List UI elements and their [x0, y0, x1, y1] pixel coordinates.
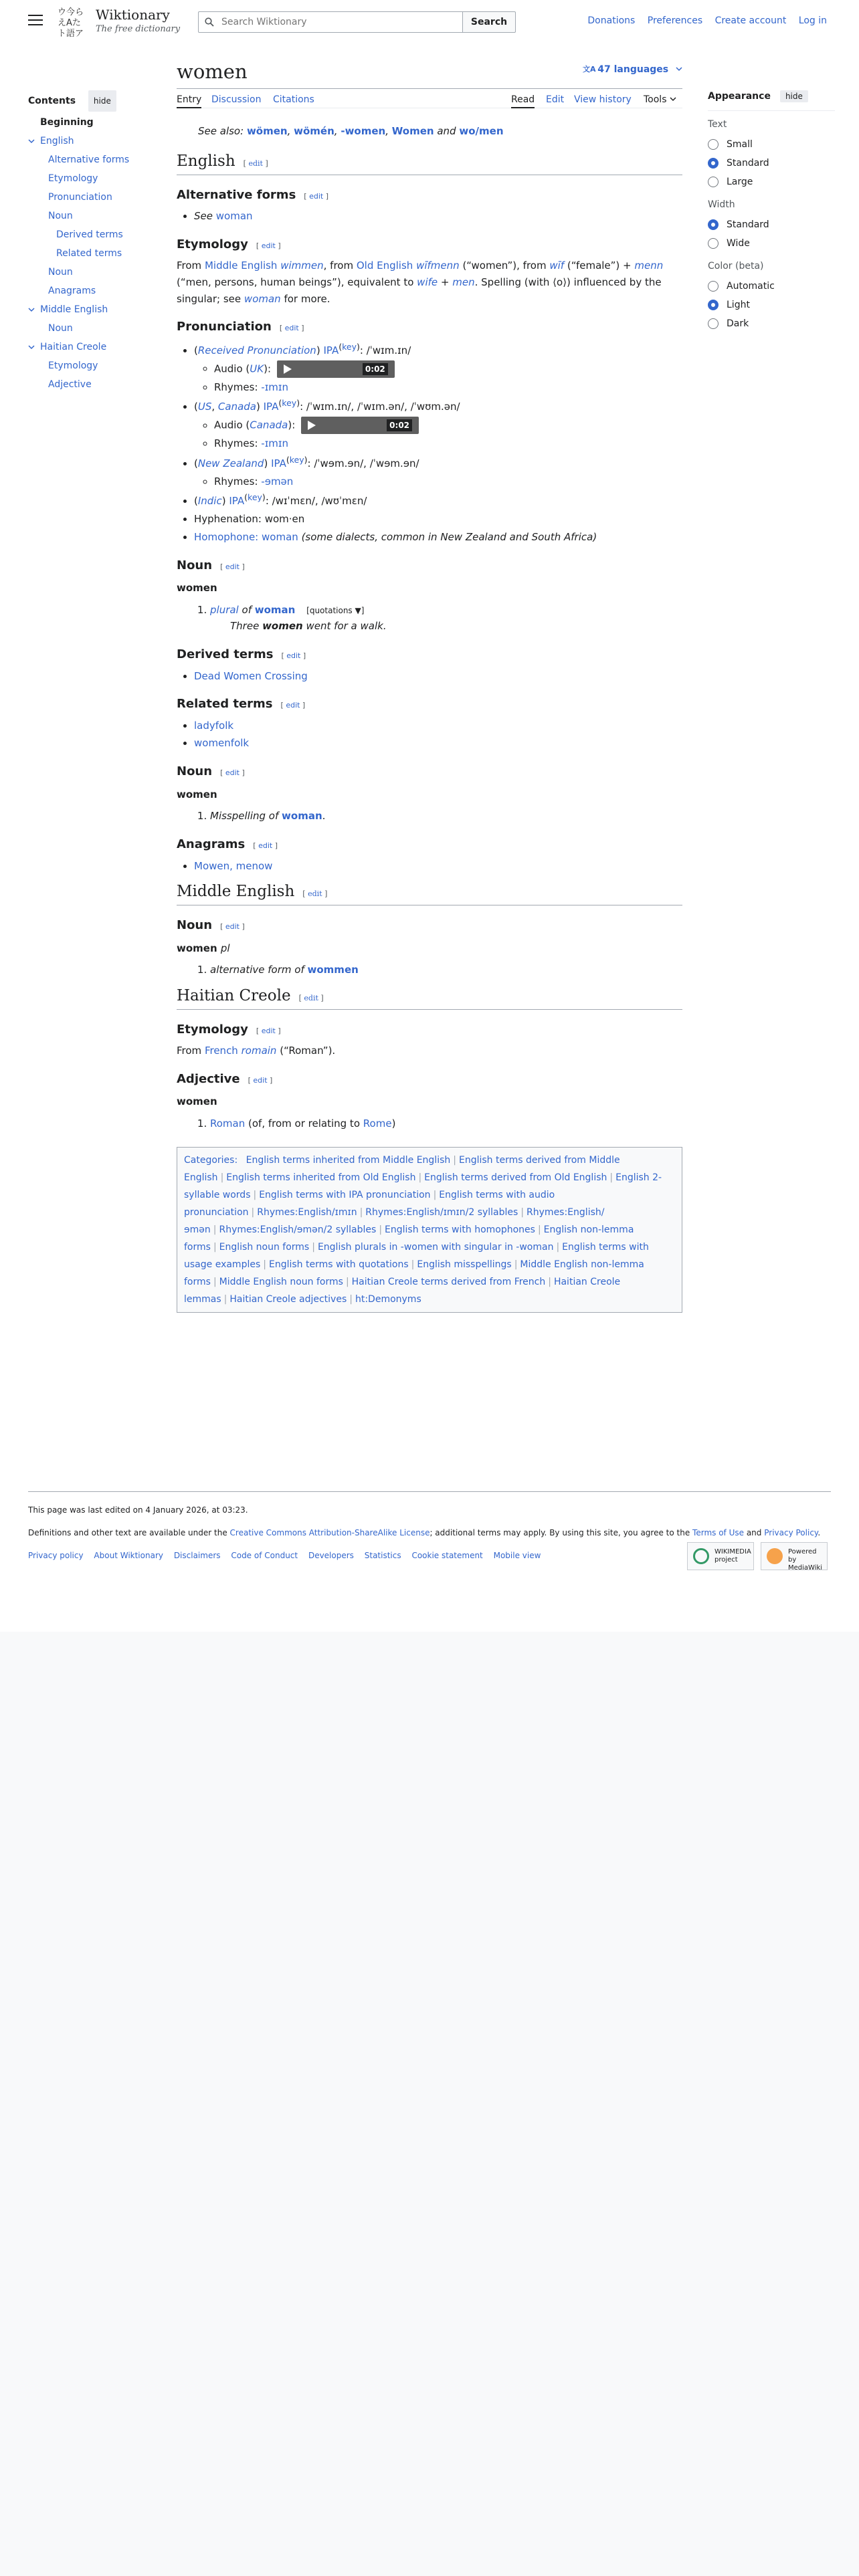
table-of-contents — [28, 90, 155, 394]
category-separator: | — [433, 1189, 437, 1200]
ipa-key-link[interactable]: key — [282, 398, 297, 409]
category-separator: | — [359, 1206, 363, 1218]
etym-link[interactable]: Old English — [356, 259, 413, 272]
etym-link[interactable]: menn — [634, 259, 664, 272]
footer-link[interactable]: Statistics — [364, 1551, 401, 1560]
etym-link[interactable]: wimmen — [280, 259, 324, 272]
accent-link[interactable]: US — [197, 401, 212, 413]
category-link[interactable]: Rhymes:English/ɪmɪn — [257, 1206, 357, 1218]
heading-noun: Noun [ edit ] — [177, 558, 245, 572]
category-link[interactable]: English 2-syllable words — [184, 1172, 662, 1200]
translate-icon — [583, 64, 596, 74]
svg-text:えAた: えAた — [58, 18, 81, 28]
category-link[interactable]: Haitian Creole lemmas — [184, 1276, 621, 1305]
sense: 1. plural of woman [quotations ▼] Three women went for a walk. — [210, 602, 682, 635]
audio-player-canada[interactable]: 0:02 — [301, 417, 419, 434]
wikimedia-logo-icon — [693, 1548, 709, 1564]
mediawiki-badge[interactable]: Powered by MediaWiki — [761, 1542, 828, 1570]
category-link[interactable]: English non-lemma forms — [184, 1224, 634, 1253]
toc-item-ht-etymology[interactable]: Etymology — [48, 360, 98, 371]
chevron-down-icon[interactable] — [28, 344, 35, 350]
pronunciation-list: • (Received Pronunciation) $IPA^{(key)}$: /ˈwɪm.ɪn/ ◦ Audio (UK): 0:02 ◦ Rhymes: -ɪmɪn • (US, Canada) $IPA^{(key)}$: /ˈwɪm.ɪn/, /ˈwɪm.ən/, /ˈwʊm.ən/ ◦ Audio (Canada): 0:02 ◦ Rhymes: -ɪmɪn • (New Zealand) $IPA^{(key)}$: /ˈwɘm.ɘn/, /ˈwɘm.ɘn/ ◦ Rhymes: -ɘmən • (Indic) $IPA^{(key)}$: /wɪˈmɛn/, /wʊˈmɛn/ • Hyphenation: wom‧en • Homophone: woman (some dialects, common in New Zealand and South Africa) — [177, 340, 682, 546]
edit-link[interactable]: [ edit ] — [220, 768, 245, 778]
main-menu-icon[interactable] — [28, 15, 43, 27]
tab-entry[interactable]: Entry — [177, 94, 201, 108]
wiktionary-logo-icon[interactable] — [56, 4, 90, 37]
site-tagline: The free dictionary — [96, 24, 181, 34]
etym-link[interactable]: woman — [244, 292, 281, 305]
play-icon[interactable] — [308, 421, 316, 430]
category-link[interactable]: English terms derived from Old English — [424, 1172, 607, 1183]
footer-link[interactable]: Developers — [308, 1551, 354, 1560]
heading-alternative-forms: Alternative forms [ edit ] — [177, 187, 328, 202]
toc-item-related-terms[interactable]: Related terms — [56, 248, 122, 259]
accent-link[interactable]: Canada — [250, 419, 288, 431]
heading-related-terms: Related terms [ edit ] — [177, 697, 306, 712]
category-link[interactable]: English terms with quotations — [268, 1259, 409, 1270]
toc-hide-button[interactable]: hide — [88, 90, 116, 112]
romain-link[interactable]: romain — [241, 1045, 277, 1057]
edit-link[interactable]: [ edit ] — [304, 191, 328, 201]
derived-term-link[interactable]: Dead Women Crossing — [194, 669, 308, 682]
category-link[interactable]: ht:Demonyms — [355, 1293, 421, 1305]
category-link[interactable]: Haitian Creole terms derived from French — [351, 1276, 546, 1287]
toc-item-haitian-creole[interactable] — [28, 338, 155, 356]
etymology-text: From Middle English wimmen, from Old English wīfmenn (“women”), from wīf (“female”) + menn (“men, persons, human beings”), equivalent to wife + men. Spelling (with ⟨o⟩) influenced by the singular; see woman for more. — [177, 259, 664, 305]
category-separator: | — [411, 1259, 415, 1270]
list-item: • See woman — [194, 208, 682, 225]
heading-noun-2: Noun [ edit ] — [177, 764, 245, 779]
edit-link[interactable]: [ edit ] — [280, 701, 306, 710]
footer-link[interactable]: Code of Conduct — [231, 1551, 298, 1560]
category-link[interactable]: English terms with homophones — [385, 1224, 535, 1235]
site-header — [0, 0, 859, 47]
edit-link[interactable]: [ edit ] — [281, 651, 306, 661]
color-automatic[interactable]: Automatic — [708, 277, 835, 296]
ipa-key-link[interactable]: key — [248, 492, 262, 503]
toc-item-english[interactable] — [28, 132, 155, 150]
category-separator: | — [514, 1259, 518, 1270]
anagram-link[interactable]: Mowen, menow — [194, 859, 273, 872]
category-separator: | — [453, 1154, 456, 1166]
category-link[interactable]: English terms with audio pronunciation — [184, 1189, 555, 1218]
tab-read[interactable]: Read — [511, 94, 535, 108]
category-separator: | — [213, 1224, 217, 1235]
category-separator: | — [213, 1241, 217, 1253]
terms-link[interactable]: Terms of Use — [692, 1528, 744, 1537]
license-link[interactable]: Creative Commons Attribution-ShareAlike License — [229, 1528, 430, 1537]
category-link[interactable]: English plurals in -women with singular in -woman — [317, 1241, 554, 1253]
footer-link[interactable]: Cookie statement — [411, 1551, 483, 1560]
category-link[interactable]: Middle English non-lemma forms — [184, 1259, 644, 1287]
toc-title: Contents — [28, 96, 76, 106]
edit-link[interactable]: [ edit ] — [279, 324, 304, 333]
headword: women pl — [177, 942, 230, 954]
homophone-label-link[interactable]: Homophone: — [194, 530, 259, 543]
category-link[interactable]: English noun forms — [219, 1241, 310, 1253]
language-button[interactable] — [583, 64, 682, 75]
svg-text:ト語ア: ト語ア — [58, 29, 84, 39]
ipa-link[interactable]: IPA — [263, 401, 279, 413]
rhymes-link[interactable]: -ɪmɪn — [261, 381, 288, 393]
play-icon[interactable] — [284, 364, 292, 374]
category-separator — [241, 1155, 246, 1166]
ipa-link[interactable]: IPA — [323, 344, 339, 356]
category-separator: | — [345, 1276, 349, 1287]
search-button[interactable]: Search — [462, 11, 516, 33]
category-link[interactable]: English misspellings — [417, 1259, 512, 1270]
accent-link[interactable]: Indic — [197, 495, 222, 508]
sense: 1. Misspelling of woman. — [210, 808, 682, 825]
see-also-link[interactable]: wömén — [294, 125, 335, 137]
chevron-down-icon[interactable] — [28, 306, 35, 313]
page-title: women — [177, 60, 248, 83]
toc-item-noun[interactable]: Noun — [48, 211, 73, 221]
related-term-link[interactable]: womenfolk — [194, 737, 250, 750]
heading-ht-adjective: Adjective [ edit ] — [177, 1072, 273, 1087]
edit-link[interactable]: [ edit ] — [248, 1076, 273, 1085]
svg-text:ウ今ら: ウ今ら — [58, 7, 84, 17]
tab-view-history[interactable]: View history — [574, 94, 632, 105]
toc-item-etymology[interactable]: Etymology — [48, 173, 98, 184]
toc-link[interactable]: Middle English — [40, 304, 108, 315]
category-separator: | — [609, 1172, 613, 1183]
ipa-key-link[interactable]: key — [289, 454, 304, 465]
rhymes-link[interactable]: -ɘmən — [261, 475, 294, 488]
edit-link[interactable]: [ edit ] — [220, 562, 245, 571]
appearance-panel — [708, 90, 835, 333]
related-term-link[interactable]: ladyfolk — [194, 719, 234, 732]
woman-link[interactable]: woman — [215, 210, 253, 223]
text-size-small[interactable]: Small — [708, 135, 835, 154]
see-also-prefix: See also: — [198, 125, 244, 137]
preferences-link[interactable]: Preferences — [647, 15, 703, 26]
appearance-header: Appearance hide — [708, 90, 835, 111]
edit-link[interactable]: [ edit ] — [256, 1026, 281, 1035]
edit-link[interactable]: [ edit ] — [256, 241, 281, 250]
headword: women — [177, 1095, 217, 1108]
see-also-link[interactable]: wo/men — [459, 125, 504, 137]
search-box[interactable] — [198, 11, 463, 33]
color-label: Color (beta) — [708, 261, 764, 272]
category-separator: | — [537, 1224, 541, 1235]
heading-ht-etymology: Etymology [ edit ] — [177, 1022, 281, 1037]
rhymes-link[interactable]: -ɪmɪn — [261, 437, 288, 450]
category-link[interactable]: Middle English noun forms — [219, 1276, 343, 1287]
page-tabs — [177, 88, 682, 108]
width-standard[interactable]: Standard — [708, 215, 835, 234]
accent-link[interactable]: New Zealand — [197, 457, 264, 469]
text-size-large[interactable]: Large — [708, 173, 835, 191]
heading-pronunciation: Pronunciation [ edit ] — [177, 320, 304, 334]
category-separator: | — [251, 1206, 255, 1218]
edit-link[interactable]: [ edit ] — [253, 841, 278, 851]
sense: 1. alternative form of wommen — [210, 962, 682, 978]
last-edited: This page was last edited on 4 January 2026, at 03:23. — [28, 1505, 248, 1515]
sense: 1. Roman (of, from or relating to Rome) — [210, 1115, 682, 1132]
ipa-link[interactable]: IPA — [271, 457, 286, 469]
etym-link[interactable]: men — [452, 276, 475, 288]
heading-middle-english: Middle English [ edit ] — [177, 882, 682, 905]
category-link[interactable]: English terms with usage examples — [184, 1241, 649, 1270]
accent-link[interactable]: Canada — [217, 401, 256, 413]
category-separator: | — [548, 1276, 551, 1287]
edit-link[interactable]: [ edit ] — [243, 158, 268, 168]
tab-citations[interactable]: Citations — [273, 94, 314, 105]
category-separator: | — [556, 1241, 560, 1253]
etym-link[interactable]: wife — [417, 276, 438, 288]
svg-text:文A: 文A — [583, 65, 596, 74]
entry-body: See also: wömen, wömén, -women, Women and wo/men English [ edit ] Alternative forms [ edit ] • See woman Etymology [ edit ] From Middle English wimmen, from Old English wīfmenn (“women”), from wīf (“female”) + menn (“men, persons, human beings”), equivalent to wife + men. Spelling (with ⟨o⟩) influenced by the singular; see woman for more. Pronunciation [ edit ] • (Received Pronunciation) $IPA^{(key)}$: /ˈwɪm.ɪn/ ◦ Audio (UK): 0:02 ◦ Rhymes: -ɪmɪn • (US, Canada) $IPA^{(key)}$: /ˈwɪm.ɪn/, /ˈwɪm.ən/, /ˈwʊm.ən/ ◦ Audio (Canada): 0:02 ◦ Rhymes: -ɪmɪn • (New Zealand) $IPA^{(key)}$: /ˈwɘm.ɘn/, /ˈwɘm.ɘn/ ◦ Rhymes: -ɘmən • (Indic) $IPA^{(key)}$: /wɪˈmɛn/, /wʊˈmɛn/ • Hyphenation: wom‧en • Homophone: woman (some dialects, common in New Zealand and South Africa) Noun [ edit ] women 1. plural of woman [quotations ▼] Three women went for a walk. Derived terms [ edit ] • Dead Women Crossing Related terms [ edit ] • ladyfolk • womenfolk Noun [ edit ] women 1. Misspelling of woman. Anagrams [ edit ] • Mowen, menow Middle English [ edit ] Noun [ edit ] women pl 1. alternative form of wommen Haitian Creole [ edit ] Etymology [ edit ] From French romain (“Roman”). Adjective [ edit ] women 1. Roman (of, from or relating to Rome) Categories: English terms inherited from Middle English | English terms derived from Middle English | English terms inherited from Old English | English terms derived from Old English | English 2-syllable words | English terms with IPA pronunciation | English terms with audio pronunciation | Rhymes:English/ɪmɪn | Rhymes:English/ɪmɪn/2 syllables | Rhymes:English/ɘmən | Rhymes:English/ɘmən/2 syllables | English terms with homophones | English non-lemma forms | English noun forms | English plurals in -women with singular in -woman | English terms with usage examples | English terms with quotations | English misspellings | Middle English non-lemma forms | Middle English noun forms | Haitian Creole terms derived from French | Haitian Creole lemmas | Haitian Creole adjectives | ht:Demonyms — [177, 108, 682, 1313]
site-footer — [28, 1491, 831, 1572]
text-size-standard[interactable]: Standard — [708, 154, 835, 173]
category-separator: | — [223, 1293, 227, 1305]
toc-header — [28, 90, 155, 109]
rome-link[interactable]: Rome — [363, 1117, 392, 1130]
roman-link[interactable]: Roman — [210, 1117, 246, 1130]
log-in-link[interactable]: Log in — [798, 15, 827, 26]
width-wide[interactable]: Wide — [708, 234, 835, 253]
chevron-down-icon — [676, 66, 682, 72]
site-name[interactable]: Wiktionary — [96, 7, 170, 23]
categories-label[interactable]: Categories: — [184, 1154, 238, 1166]
toc-item-alternative-forms[interactable]: Alternative forms — [48, 154, 130, 165]
see-also-link[interactable]: -women — [341, 125, 386, 137]
woman-link[interactable]: woman — [254, 603, 296, 616]
edit-link[interactable]: [ edit ] — [220, 922, 245, 932]
edit-link[interactable]: [ edit ] — [298, 994, 324, 1003]
footer-link[interactable]: Privacy policy — [28, 1551, 84, 1560]
toc-item-me-noun[interactable]: Noun — [48, 323, 73, 334]
category-link[interactable]: English terms inherited from Old English — [226, 1172, 416, 1183]
accent-link[interactable]: Received Pronunciation — [197, 344, 316, 356]
etym-link[interactable]: wīfmenn — [416, 259, 460, 272]
ipa-key-link[interactable]: key — [342, 341, 357, 352]
toc-link[interactable]: English — [40, 136, 74, 146]
tab-edit[interactable]: Edit — [546, 94, 565, 105]
category-separator: | — [418, 1172, 422, 1183]
french-link[interactable]: French — [204, 1045, 238, 1057]
text-size-label: Text — [708, 119, 727, 130]
heading-haitian-creole: Haitian Creole [ edit ] — [177, 986, 682, 1010]
heading-anagrams: Anagrams [ edit ] — [177, 837, 278, 852]
color-dark[interactable]: Dark — [708, 314, 835, 333]
tab-discussion[interactable]: Discussion — [211, 94, 262, 105]
wommen-link[interactable]: wommen — [307, 964, 359, 976]
etym-link[interactable]: wīf — [549, 259, 565, 272]
category-separator: | — [520, 1206, 524, 1218]
color-light[interactable]: Light — [708, 296, 835, 314]
mediawiki-logo-icon — [767, 1548, 783, 1564]
heading-english: English [ edit ] — [177, 152, 682, 175]
footer-link[interactable]: About Wiktionary — [94, 1551, 163, 1560]
category-link[interactable]: English terms derived from Middle English — [184, 1154, 620, 1183]
main-content — [177, 59, 682, 1313]
category-separator: | — [253, 1189, 257, 1200]
accent-link[interactable]: UK — [250, 362, 264, 375]
heading-derived-terms: Derived terms [ edit ] — [177, 647, 306, 662]
ipa-link[interactable]: IPA — [229, 495, 245, 508]
category-separator: | — [312, 1241, 315, 1253]
usage-example: Three women went for a walk. — [230, 620, 387, 633]
privacy-link[interactable]: Privacy Policy — [764, 1528, 818, 1537]
wikimedia-badge[interactable]: WIKIMEDIA project — [687, 1542, 754, 1570]
category-separator: | — [379, 1224, 383, 1235]
quotations-toggle[interactable]: [quotations ▼] — [306, 605, 365, 615]
category-links — [177, 1147, 682, 1313]
user-links — [578, 15, 827, 26]
category-separator: | — [213, 1276, 217, 1287]
chevron-down-icon — [670, 96, 676, 102]
homophone-link[interactable]: woman — [262, 530, 298, 543]
toc-item-middle-english[interactable] — [28, 300, 155, 319]
toc-item-anagrams[interactable]: Anagrams — [48, 286, 96, 296]
category-link[interactable]: English terms with IPA pronunciation — [259, 1189, 431, 1200]
toc-item-pronunciation[interactable]: Pronunciation — [48, 192, 112, 203]
appearance-hide-button[interactable]: hide — [780, 90, 808, 102]
toc-link[interactable]: Haitian Creole — [40, 342, 107, 352]
see-also-link[interactable]: wömen — [246, 125, 288, 137]
language-count: 47 languages — [597, 64, 669, 75]
see-also-link[interactable]: Women — [391, 125, 434, 137]
woman-link[interactable]: woman — [282, 810, 322, 823]
heading-me-noun: Noun [ edit ] — [177, 918, 245, 933]
width-label: Width — [708, 199, 735, 210]
category-link[interactable]: Haitian Creole adjectives — [229, 1293, 347, 1305]
headword: women — [177, 788, 217, 800]
heading-etymology: Etymology [ edit ] — [177, 237, 281, 251]
etym-link[interactable]: Middle English — [204, 259, 278, 272]
category-separator: | — [220, 1172, 224, 1183]
plural-link[interactable]: plural — [210, 603, 239, 616]
category-link[interactable]: Rhymes:English/ɘmən — [184, 1206, 605, 1235]
footer-link[interactable]: Disclaimers — [173, 1551, 221, 1560]
chevron-down-icon[interactable] — [28, 138, 35, 144]
toc-item-beginning[interactable]: Beginning — [40, 117, 94, 128]
category-separator: | — [349, 1293, 353, 1305]
see-also-hatnote: See also: wömen, wömén, -women, Women and wo/men — [198, 125, 504, 137]
category-link[interactable]: Rhymes:English/ɘmən/2 syllables — [219, 1224, 377, 1235]
audio-player-uk[interactable]: 0:02 — [277, 360, 395, 378]
tab-tools[interactable] — [644, 94, 676, 105]
headword: women — [177, 581, 217, 594]
footer-link[interactable]: Mobile view — [493, 1551, 541, 1560]
license-text: Definitions and other text are available under the Creative Commons Attribution-ShareAlike License; additional terms may apply. By using this site, you agree to the Terms of Use and Privacy Policy. — [28, 1528, 821, 1537]
category-link[interactable]: Rhymes:English/ɪmɪn/2 syllables — [365, 1206, 518, 1218]
search-icon — [205, 17, 214, 27]
edit-link[interactable]: [ edit ] — [302, 889, 328, 899]
category-link[interactable]: English terms inherited from Middle English — [246, 1154, 451, 1166]
donations-link[interactable]: Donations — [587, 15, 636, 26]
toc-item-derived-terms[interactable]: Derived terms — [56, 229, 123, 240]
tools-label: Tools — [644, 94, 667, 105]
create-account-link[interactable]: Create account — [714, 15, 787, 26]
toc-item-noun-2[interactable]: Noun — [48, 267, 73, 278]
search-input[interactable] — [220, 15, 454, 29]
category-separator: | — [263, 1259, 266, 1270]
toc-item-ht-adjective[interactable]: Adjective — [48, 379, 92, 390]
see-also-and: and — [437, 125, 456, 137]
